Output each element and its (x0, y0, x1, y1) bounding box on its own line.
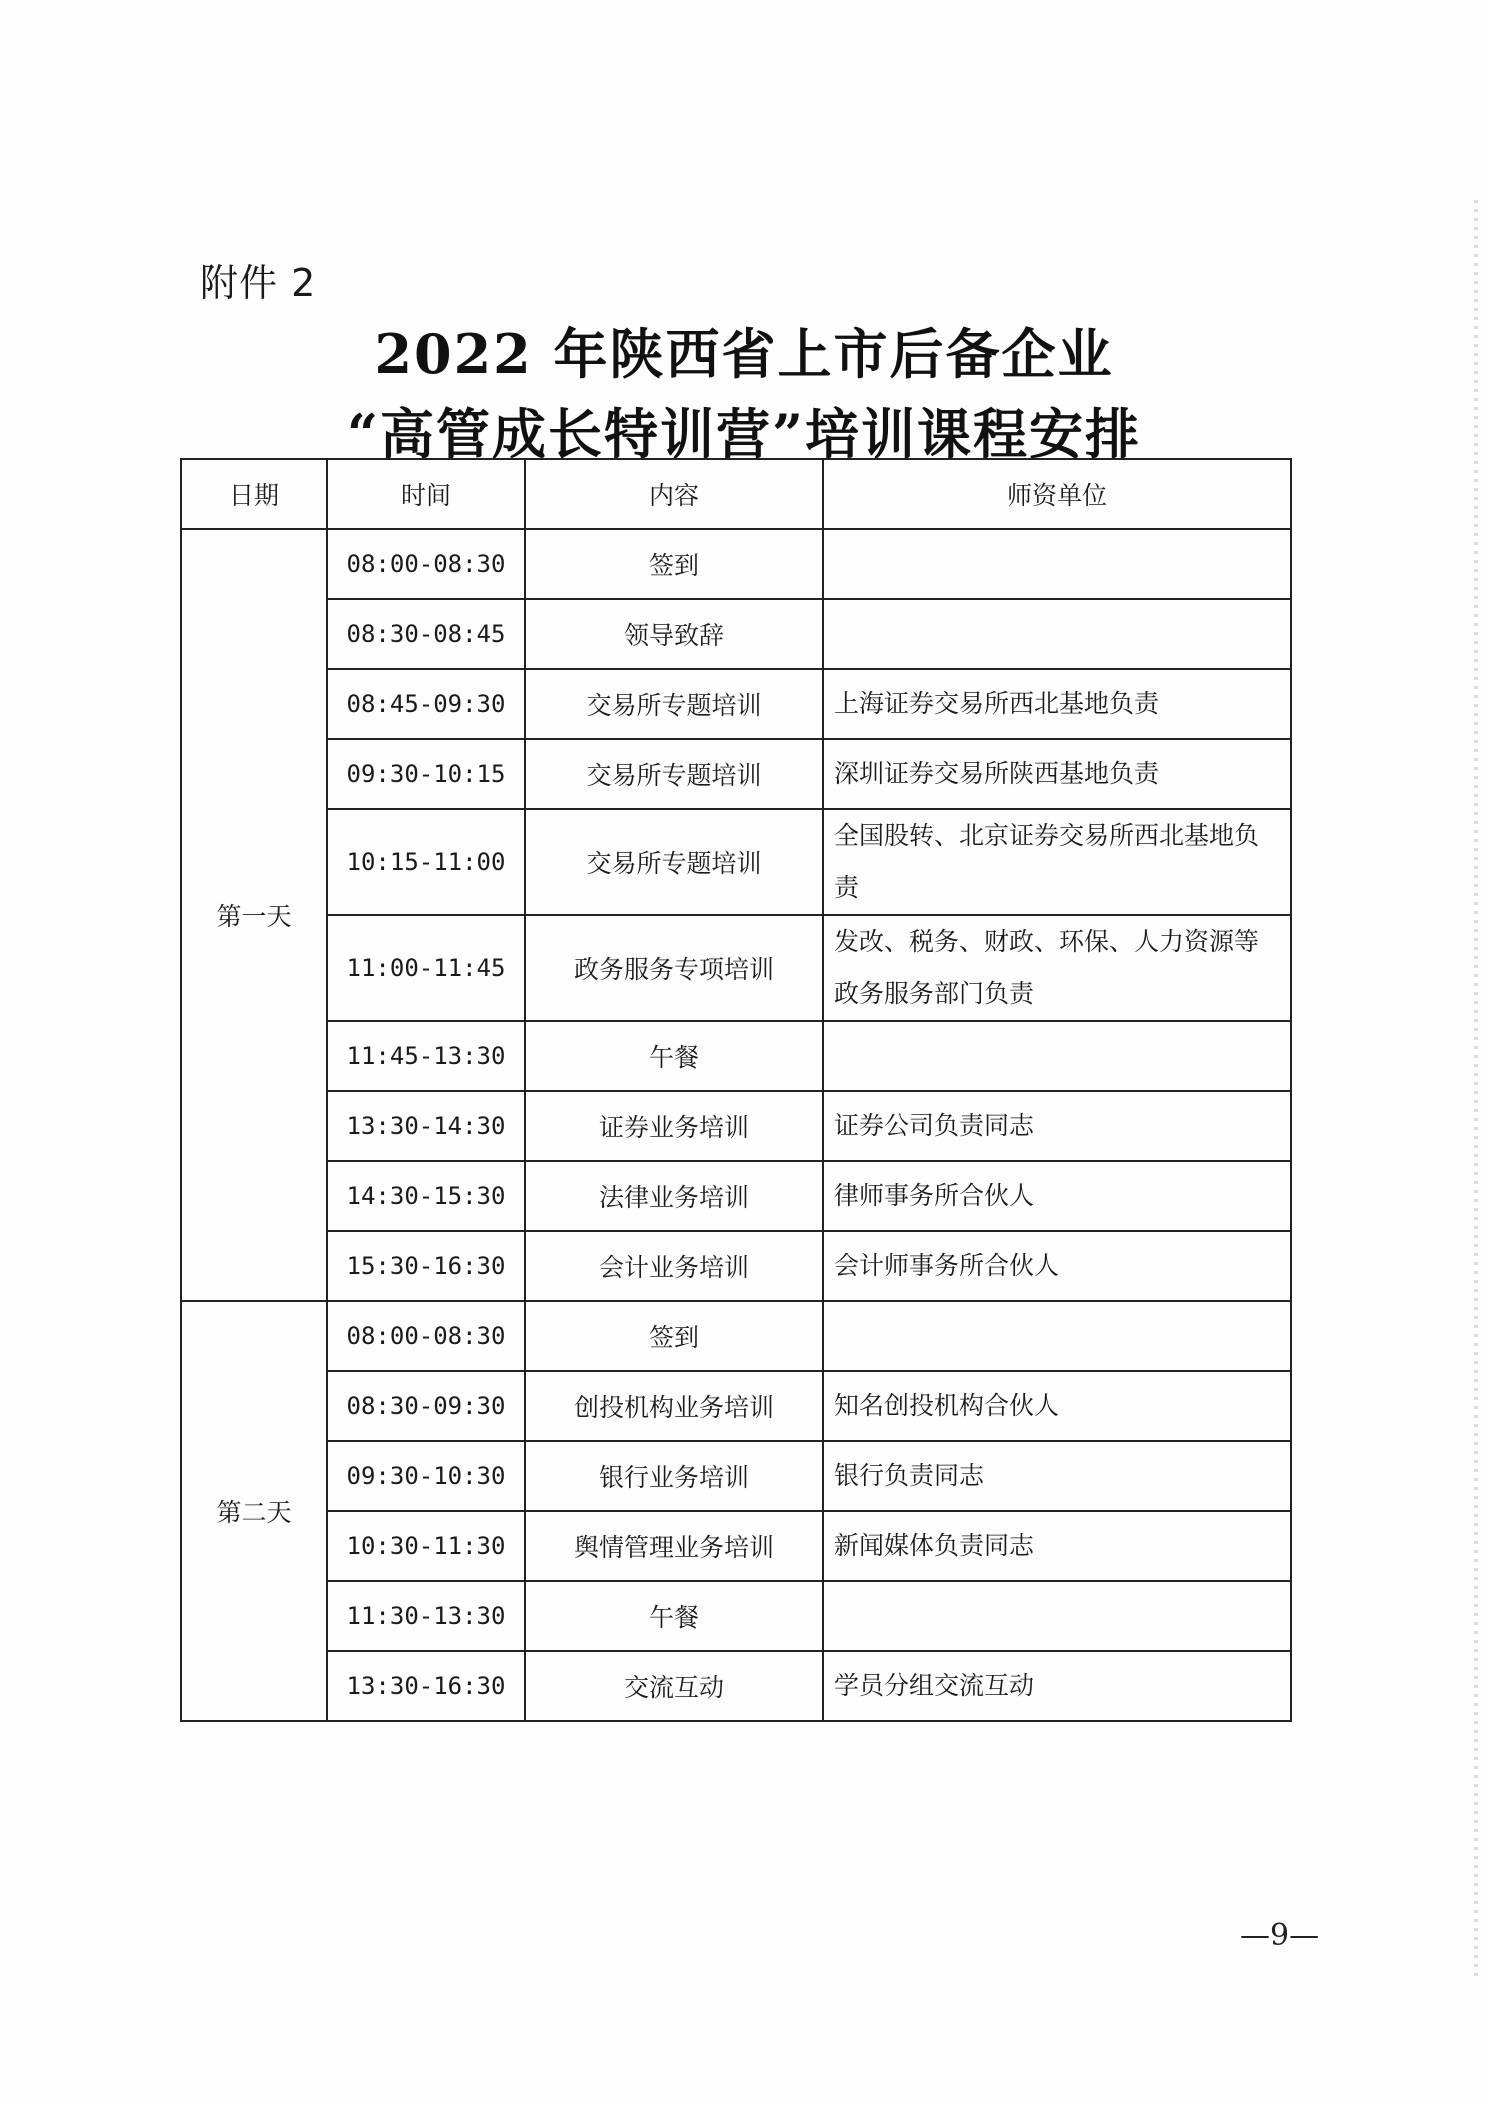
unit-cell: 会计师事务所合伙人 (823, 1231, 1291, 1301)
time-cell: 08:45-09:30 (327, 669, 525, 739)
time-cell: 10:30-11:30 (327, 1511, 525, 1581)
table-row (181, 599, 1291, 669)
time-cell: 11:45-13:30 (327, 1021, 525, 1091)
unit-cell: 学员分组交流互动 (823, 1651, 1291, 1721)
unit-cell (823, 529, 1291, 599)
time-cell: 10:15-11:00 (327, 809, 525, 915)
table-row (181, 809, 1291, 915)
unit-cell (823, 1301, 1291, 1371)
content-cell: 政务服务专项培训 (525, 915, 823, 1021)
table-row (181, 669, 1291, 739)
unit-cell (823, 1581, 1291, 1651)
content-cell: 午餐 (525, 1581, 823, 1651)
content-cell: 交易所专题培训 (525, 669, 823, 739)
scan-edge-artifact (1474, 200, 1478, 1980)
unit-cell: 全国股转、北京证券交易所西北基地负责 (823, 809, 1291, 915)
day-cell: 第二天 (181, 1301, 327, 1721)
header-content: 内容 (525, 459, 823, 529)
table-row (181, 1161, 1291, 1231)
content-cell: 交流互动 (525, 1651, 823, 1721)
table-row (181, 1441, 1291, 1511)
time-cell: 08:30-09:30 (327, 1371, 525, 1441)
table-row (181, 739, 1291, 809)
document-title-line-2: “高管成长特训营”培训课程安排 (346, 402, 1142, 466)
table-row (181, 1021, 1291, 1091)
table-row (181, 1651, 1291, 1721)
document-title-line-1: 2022 年陕西省上市后备企业 (374, 322, 1114, 386)
content-cell: 会计业务培训 (525, 1231, 823, 1301)
unit-cell: 银行负责同志 (823, 1441, 1291, 1511)
time-cell: 08:00-08:30 (327, 529, 525, 599)
content-cell: 签到 (525, 529, 823, 599)
content-cell: 创投机构业务培训 (525, 1371, 823, 1441)
content-cell: 签到 (525, 1301, 823, 1371)
content-cell: 舆情管理业务培训 (525, 1511, 823, 1581)
time-cell: 11:00-11:45 (327, 915, 525, 1021)
header-unit: 师资单位 (823, 459, 1291, 529)
time-cell: 11:30-13:30 (327, 1581, 525, 1651)
table-header-row (181, 459, 1291, 529)
table-row (181, 1301, 1291, 1371)
header-time: 时间 (327, 459, 525, 529)
table-row (181, 1091, 1291, 1161)
unit-cell: 发改、税务、财政、环保、人力资源等政务服务部门负责 (823, 915, 1291, 1021)
unit-cell: 律师事务所合伙人 (823, 1161, 1291, 1231)
table-row (181, 1511, 1291, 1581)
unit-cell (823, 1021, 1291, 1091)
attachment-label: 附件 2 (200, 261, 317, 305)
table-row (181, 529, 1291, 599)
unit-cell (823, 599, 1291, 669)
content-cell: 领导致辞 (525, 599, 823, 669)
content-cell: 法律业务培训 (525, 1161, 823, 1231)
page-number: —9— (1240, 1918, 1320, 1953)
content-cell: 午餐 (525, 1021, 823, 1091)
content-cell: 银行业务培训 (525, 1441, 823, 1511)
content-cell: 证券业务培训 (525, 1091, 823, 1161)
time-cell: 14:30-15:30 (327, 1161, 525, 1231)
time-cell: 13:30-16:30 (327, 1651, 525, 1721)
unit-cell: 新闻媒体负责同志 (823, 1511, 1291, 1581)
unit-cell: 深圳证券交易所陕西基地负责 (823, 739, 1291, 809)
time-cell: 08:00-08:30 (327, 1301, 525, 1371)
table-row (181, 1231, 1291, 1301)
day-cell: 第一天 (181, 529, 327, 1301)
table-row (181, 1371, 1291, 1441)
header-date: 日期 (181, 459, 327, 529)
table-row (181, 1581, 1291, 1651)
table-row (181, 915, 1291, 1021)
unit-cell: 上海证券交易所西北基地负责 (823, 669, 1291, 739)
time-cell: 15:30-16:30 (327, 1231, 525, 1301)
time-cell: 13:30-14:30 (327, 1091, 525, 1161)
time-cell: 08:30-08:45 (327, 599, 525, 669)
unit-cell: 证券公司负责同志 (823, 1091, 1291, 1161)
time-cell: 09:30-10:30 (327, 1441, 525, 1511)
content-cell: 交易所专题培训 (525, 739, 823, 809)
time-cell: 09:30-10:15 (327, 739, 525, 809)
unit-cell: 知名创投机构合伙人 (823, 1371, 1291, 1441)
content-cell: 交易所专题培训 (525, 809, 823, 915)
schedule-table (180, 458, 1292, 1722)
